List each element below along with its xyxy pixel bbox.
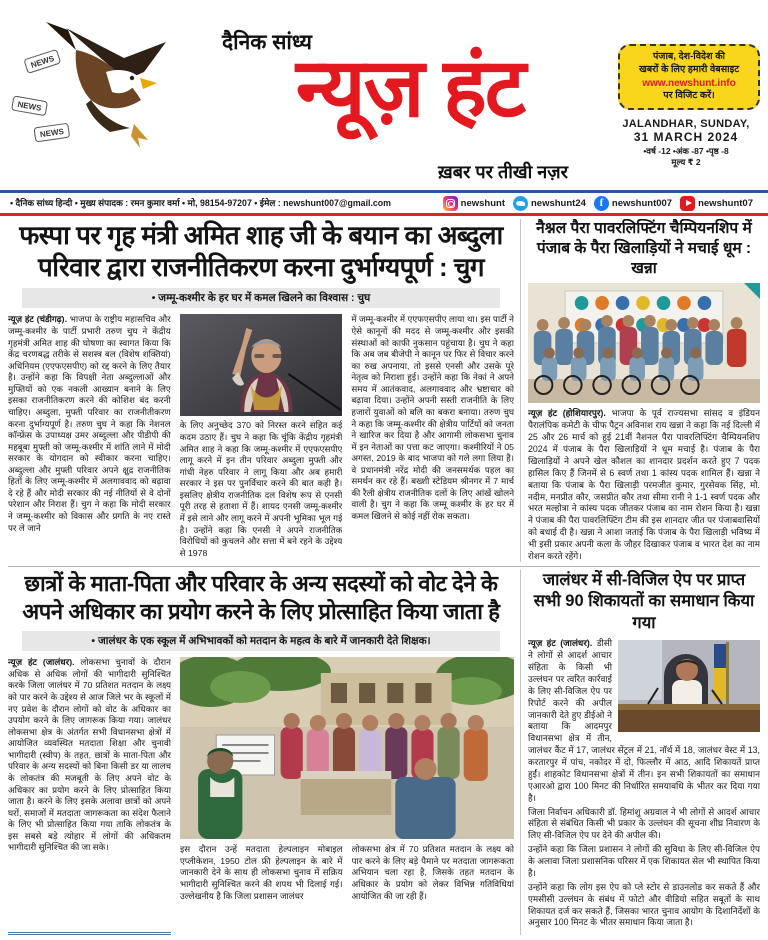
promo-line3: पर विजिट करें। xyxy=(663,90,715,102)
article-chugh-col1 xyxy=(8,314,171,560)
price: मूल्य ₹ 2 xyxy=(671,157,701,167)
article-voting xyxy=(8,570,514,935)
news-roll-label: NEWS xyxy=(29,53,56,70)
edition-place-day: JALANDHAR, SUNDAY, xyxy=(622,118,750,130)
website-promo-box xyxy=(618,44,760,110)
cvigil-para4: उन्होंने कहा कि लोग इस ऐप को प्ले स्टोर से डाउनलोड कर सकते हैं और एमसीसी उल्लंघन के संबंध में फोटो और वीडियो सहित सबूतों के साथ शिकायत दर्ज कर सकते हैं, जिसका भारत चुनाव आयोग के दिशानिर्देशों के अनुसार 100 मिनट के भीतर समाधान किया जाता है। xyxy=(528,881,760,928)
instagram-handle[interactable]: newshunt xyxy=(460,197,505,209)
eagle-logo-icon xyxy=(6,20,174,160)
editor-contact-line: • दैनिक सांध्य हिन्दी • मुख्य संपादक : रमन कुमार वर्मा • मो, 98154-97207 • ईमेल : newshunt007@gmail.com xyxy=(10,198,391,208)
promo-line1: पंजाब, देश-विदेश की xyxy=(653,51,725,62)
article-chugh-col3 xyxy=(351,314,514,560)
article-voting-col2 xyxy=(180,844,343,935)
article-chugh-headline: फस्पा पर गृह मंत्री अमित शाह जी के बयान का अब्दुला परिवार द्वारा राजनीतिकरण करना दुर्भाग्यपूर्ण : चुग xyxy=(19,220,503,283)
article-para-headline: नैश्नल पैरा पावरलिफ्टिंग चैम्पियनशिप में पंजाब के पैरा खिलाड़ियों ने मचाई धूम : खन्ना xyxy=(536,220,752,277)
youtube-icon[interactable] xyxy=(680,196,695,211)
facebook-icon[interactable] xyxy=(594,196,609,211)
cvigil-para2: जिला निर्वाचन अधिकारी डॉ. हिमांशु अग्रवाल ने भी लोगों से आदर्श आचार संहिता से संबंधित किसी भी प्रकार के उल्लंघन की सूचना शीघ्र निवारण के लिए सी-विजिल ऐप पर देने की अपील की। xyxy=(528,806,760,841)
photo-school-awareness xyxy=(180,657,514,839)
article-chugh-subhead: • जम्मू-कश्मीर के हर घर में कमल खिलने का विश्वास : चुघ xyxy=(22,288,500,308)
newspaper-logo: न्यूज़ हंट xyxy=(295,43,525,134)
article-chugh-col2 xyxy=(180,314,343,560)
dateline: न्यूज़ हंट (होशियारपुर). xyxy=(528,408,606,419)
news-roll-label: NEWS xyxy=(39,126,65,140)
promo-line2: खबरों के लिए हमारी वेबसाइट xyxy=(638,63,740,75)
twitter-handle[interactable]: newshunt24 xyxy=(531,197,586,209)
masthead-kicker: दैनिक सांध्य xyxy=(222,31,312,54)
masthead-tagline: ख़बर पर तीखी नज़र xyxy=(438,162,568,182)
news-roll-label: NEWS xyxy=(16,99,43,113)
photo-para-athletes xyxy=(528,283,760,403)
social-links xyxy=(443,196,758,211)
edition-date: 31 MARCH 2024 xyxy=(633,130,739,144)
issue-info: •वर्ष -12 •अंक -87 •पृष्ठ -8 xyxy=(643,146,729,156)
article-cvigil-body xyxy=(528,638,760,934)
info-social-bar xyxy=(0,190,768,216)
facebook-handle[interactable]: newshunt007 xyxy=(611,197,673,209)
body-text: भाजपा के राष्ट्रीय महासचिव और जम्मू-कश्मीर के पार्टी प्रभारी तरुण चुघ ने केंद्रीय गृहमंत्री अमित शाह की घोषणा का स्वागत किया कि केंद्र चरणबद्ध तरीके से सशस्त्र बल (विशेष शक्तियां) अधिनियम (एएफएसपीए) को रद्द करने के लिए तैयार है। उन्होंने कहा कि विपक्षी नेता अब्दुल्लाओं और मुफ्तियों को एक नकली आख्यान बनाने के लिए इसका राजनीतिकरण करने की कोशिश बंद करनी चाहिए। अब्दुला, मुफ्ती परिवार का राजनीतीकरण करना दुर्भाग्यपूर्ण है। तरुण चुघ ने कहा कि नेशनल कॉन्फ्रेंस के उपाध्यक्ष उमर अब्दुल्ला और पीडीपी की महबूबा मुफ्ती को जम्मू-कश्मीर में शांति लाने में मोदी सरकार के योगदान को स्वीकार करना चाहिए। अब्दुल्ला और मुफ्ती परिवार अपने क्षुद्र राजनीतिक हितों के लिए जम्मू-कश्मीर में अलगाववाद को बढ़ावा दे रहे हैं और मोदी सरकार की नई नीतियों से वे दोनों परेशान और निराश हैं। चुग ने कहा कि मोदी सरकार ने जम्मू-कश्मीर को विकास और प्रगति के नए रास्ते पर ले जाने xyxy=(8,314,171,533)
youtube-handle[interactable]: newshunt07 xyxy=(698,197,753,209)
body-text: लोकसभा चुनावों के दौरान अधिक से अधिक लोगों की भागीदारी सुनिश्चित करके जिला जालंधर में 70 प्रतिशत मतदान के लक्ष्य को पार करने के उद्देश्य से आज जिले भर के स्कूलों में नए प्रवेश के दौरान लोगों को वोट के अधिकार का उपयोग करने के लिए जागरूक किया गया। जालंधर लोकसभा क्षेत्र के अंतर्गत सभी विधानसभा क्षेत्रों में आयोजित व्यवस्थित मतदाता शिक्षा और चुनावी भागीदारी (स्वीप) के तहत, छात्रों के माता-पिता और परिवार के अन्य सदस्यों को बिना किसी डर या लालच के लोकतंत्र की मजबूती के लिए अपने वोट के अधिकार का प्रयोग करने के लिए प्रोत्साहित किया जाता है। करने के लिए इसके अलावा छात्रों को अपने घरों, समाजों में मतदाता जागरूकता का संदेश फैलाने के लिए भी प्रोत्साहित किया गया ताकि लोकतंत्र के इस सबसे बड़े त्योहार में लोगों की अधिकतम भागीदारी सुनिश्चित की जा सके। xyxy=(8,657,171,853)
article-chugh xyxy=(8,219,514,562)
body-text: इस दौरान उन्हें मतदाता हेल्पलाइन मोबाइल एप्लीकेशन, 1950 टोल फ्री हेल्पलाइन के बारे में जानकारी देने के साथ ही लोकसभा चुनाव में सक्रिय भागीदारी सुनिश्चित करने की शपथ भी दिलाई गई। उल्लेखनीय है कि जिला प्रशासन जालंधर xyxy=(180,844,343,901)
dateline: न्यूज़ हंट (चंडीगढ़). xyxy=(8,314,67,325)
article-voting-col1 xyxy=(8,657,171,935)
dateline: न्यूज़ हंट (जालंधर). xyxy=(528,638,593,649)
photo-tarun-chugh xyxy=(180,314,343,416)
corner-arrow-icon xyxy=(744,283,760,299)
article-voting-col3 xyxy=(352,844,515,935)
twitter-icon[interactable] xyxy=(513,196,528,211)
body-text: डीसी ने लोगों से आदर्श आचार संहिता के किसी भी उल्लंघन पर त्वरित कार्रवाई के लिए सी-विजिल ऐप पर रिपोर्ट करने की अपील जानकारी देते हुए डीईओ ने बताया कि आदमपुर विधानसभा क्षेत्र में तीन, जालंधर कैंट में 17, जालंधर सेंट्रल में 21, नॉर्थ में 18, जालंधर वेस्ट में 13, करतारपुर में पांच, नकोदर में दो, फिल्लौर में आठ, आदि शिकायतें प्राप्त हुईं। शाहकोट विधानसभा क्षेत्रों में तीन। इन सभी शिकायतों का समाधान एआरओ द्वारा 100 मिनट की निर्धारित समयावधि के भीतर कर दिया गया है। xyxy=(528,638,760,803)
body-text: भाजपा के पूर्व राज्यसभा सांसद व इंडियन पैरालंपिक कमेटी के चीफ पैट्रन अविनाश राय खन्ना ने कहा कि नई दिल्ली में 25 और 26 मार्च को हुई 21वीं नैशनल पैरा पावरलिफ्टिंग चैम्पियनशिप 2024 में पंजाब के पैरा खिलाड़ियों ने धूम मचाई है। पंजाब के पैरा खिलाड़ियों ने अपने खेल कौशल का शानदार प्रदर्शन करते हुए 7 पदक हासिल किए हैं जिनमें से 6 स्वर्ण तथा 1 कांस्य पदक शामिल हैं। खन्ना ने बताया कि पंजाब के पैरा खिलाड़ी परमजीत कुमार, गुरसेवक सिंह, मो. नदीम, मनप्रीत कौर, जसप्रीत कौर तथा सीमा रानी ने 1-1 स्वर्ण पदक और भरत मल्होत्रा ने कांस्य पदक जीतकर पंजाब का नाम रोशन किया है। खन्ना ने पंजाब की पैरा पावरलिफ्टिंग टीम की इस शानदार जीत पर पंजाबवासियों को बधाई दी है। खन्ना ने आशा जताई कि पंजाब के पैरा खिलाड़ी भविष्य में भी इसी प्रकार अपनी कला के जौहर दिखाकर पंजाब व भारत देश का नाम रोशन करते रहेंगे। xyxy=(528,408,760,561)
article-para-powerlifting xyxy=(520,219,760,562)
section-divider xyxy=(8,566,760,567)
article-cvigil xyxy=(520,570,760,935)
article-para-body xyxy=(528,408,760,562)
article-voting-headline: छात्रों के माता-पिता और परिवार के अन्य सदस्यों को वोट देने के अपने अधिकार का प्रयोग करने के लिए प्रोत्साहित किया जाता है xyxy=(22,571,500,625)
article-cvigil-headline: जालंधर में सी-विजिल ऐप पर प्राप्त सभी 90 शिकायतों का समाधान किया गया xyxy=(533,571,755,632)
cvigil-para3: उन्होंने कहा कि जिला प्रशासन ने लोगों की सुविधा के लिए सी-विजिल ऐप के अलावा जिला प्रशासनिक परिसर में एक शिकायत सेल भी स्थापित किया है। xyxy=(528,844,760,878)
photo-dc-press-conference xyxy=(618,640,760,732)
body-text: के लिए अनुच्छेद 370 को निरस्त करने सहित कई कदम उठाए हैं। चुघ ने कहा कि चूंकि केंद्रीय गृहमंत्री अमित शाह ने कहा कि जम्मू-कश्मीर में एएफएसपीए लागू करने में इन तीन परिवार अब्दुला मुफ्ती और गांधी नेहरु परिवार ने लागू किया और अब हमारी सरकार ने इस पर पुनर्विचार करने की बात कही है। इसलिए क्षेत्रीय राजनीतिक दल विशेष रूप से एनसी पूरी तरह से हताशा में हैं। शायद एनसी जम्मू-कश्मीर में इसे लाने और लागू करने में अपनी भूमिका भूल गई है। उन्होंने कहा कि एनसी ने अपने राजनीतिक विरोधियों को कुचलने और सत्ता में बने रहने के उद्देश्य से 1978 xyxy=(179,420,343,558)
instagram-icon[interactable] xyxy=(443,196,458,211)
dateline: न्यूज़ हंट (जालंधर). xyxy=(8,657,75,668)
body-text: लोकसभा क्षेत्र में 70 प्रतिशत मतदान के लक्ष्य को पार करने के लिए बड़े पैमाने पर मतदाता जागरूकता अभियान चला रहा है, जिसके तहत मतदान के अधिकार के प्रयोग को लेकर विभिन्न गतिविधियां आयोजित की जा रही हैं। xyxy=(351,844,514,901)
body-text: में जम्मू-कश्मीर में एएफएसपीए लाया था। इस पार्टी ने ऐसे कानूनों की मदद से जम्मू-कश्मीर और इसकी संस्थाओं को काफी नुकसान पहुंचाया है। चुघ ने कहा कि अब जब बीजेपी ने कानून पर फिर से विचार करने का रुख अपनाया, तो इससे एनसी और उसके पूरे नेतृत्व को निराशा हुई। उन्होंने कहा कि नेकां ने अपने समय में आतंकवाद, अलगाववाद और भ्रष्टाचार को बढ़ावा दिया। उन्होंने अपनी सस्ती राजनीति के लिए हजारों युवाओं को बलि का बकरा बनाया। तरुण चुघ ने कहा कि जम्मू-कश्मीर की क्षेत्रीय पार्टियों को जनता ने खारिज कर दिया है और आगामी लोकसभा चुनाव में इन नेताओं का पत्ता कट जाएगा। कश्मीरियों ने 05 अगस्त, 2019 के बाद भाजपा को गले लगा लिया है। वे प्रधानमंत्री नरेंद्र मोदी की जनसमर्थक पहल का समर्थन कर रहे हैं। बख्शी स्टेडियम श्रीनगर में 7 मार्च की रैली क्षेत्रीय राजनीतिक दलों के लिए आंखें खोलने वाली है। चुग ने कहा कि जम्मू कश्मीर के हर घर में कमल खिलने से कोई नहीं रोक सकता। xyxy=(351,314,515,522)
masthead xyxy=(0,0,768,190)
website-link[interactable]: www.newshunt.info xyxy=(642,77,736,89)
date-issue-block xyxy=(608,118,764,168)
article-voting-subhead: • जालंधर के एक स्कूल में अभिभावकों को मतदान के महत्व के बारे में जानकारी देते शिक्षक। xyxy=(22,631,500,651)
